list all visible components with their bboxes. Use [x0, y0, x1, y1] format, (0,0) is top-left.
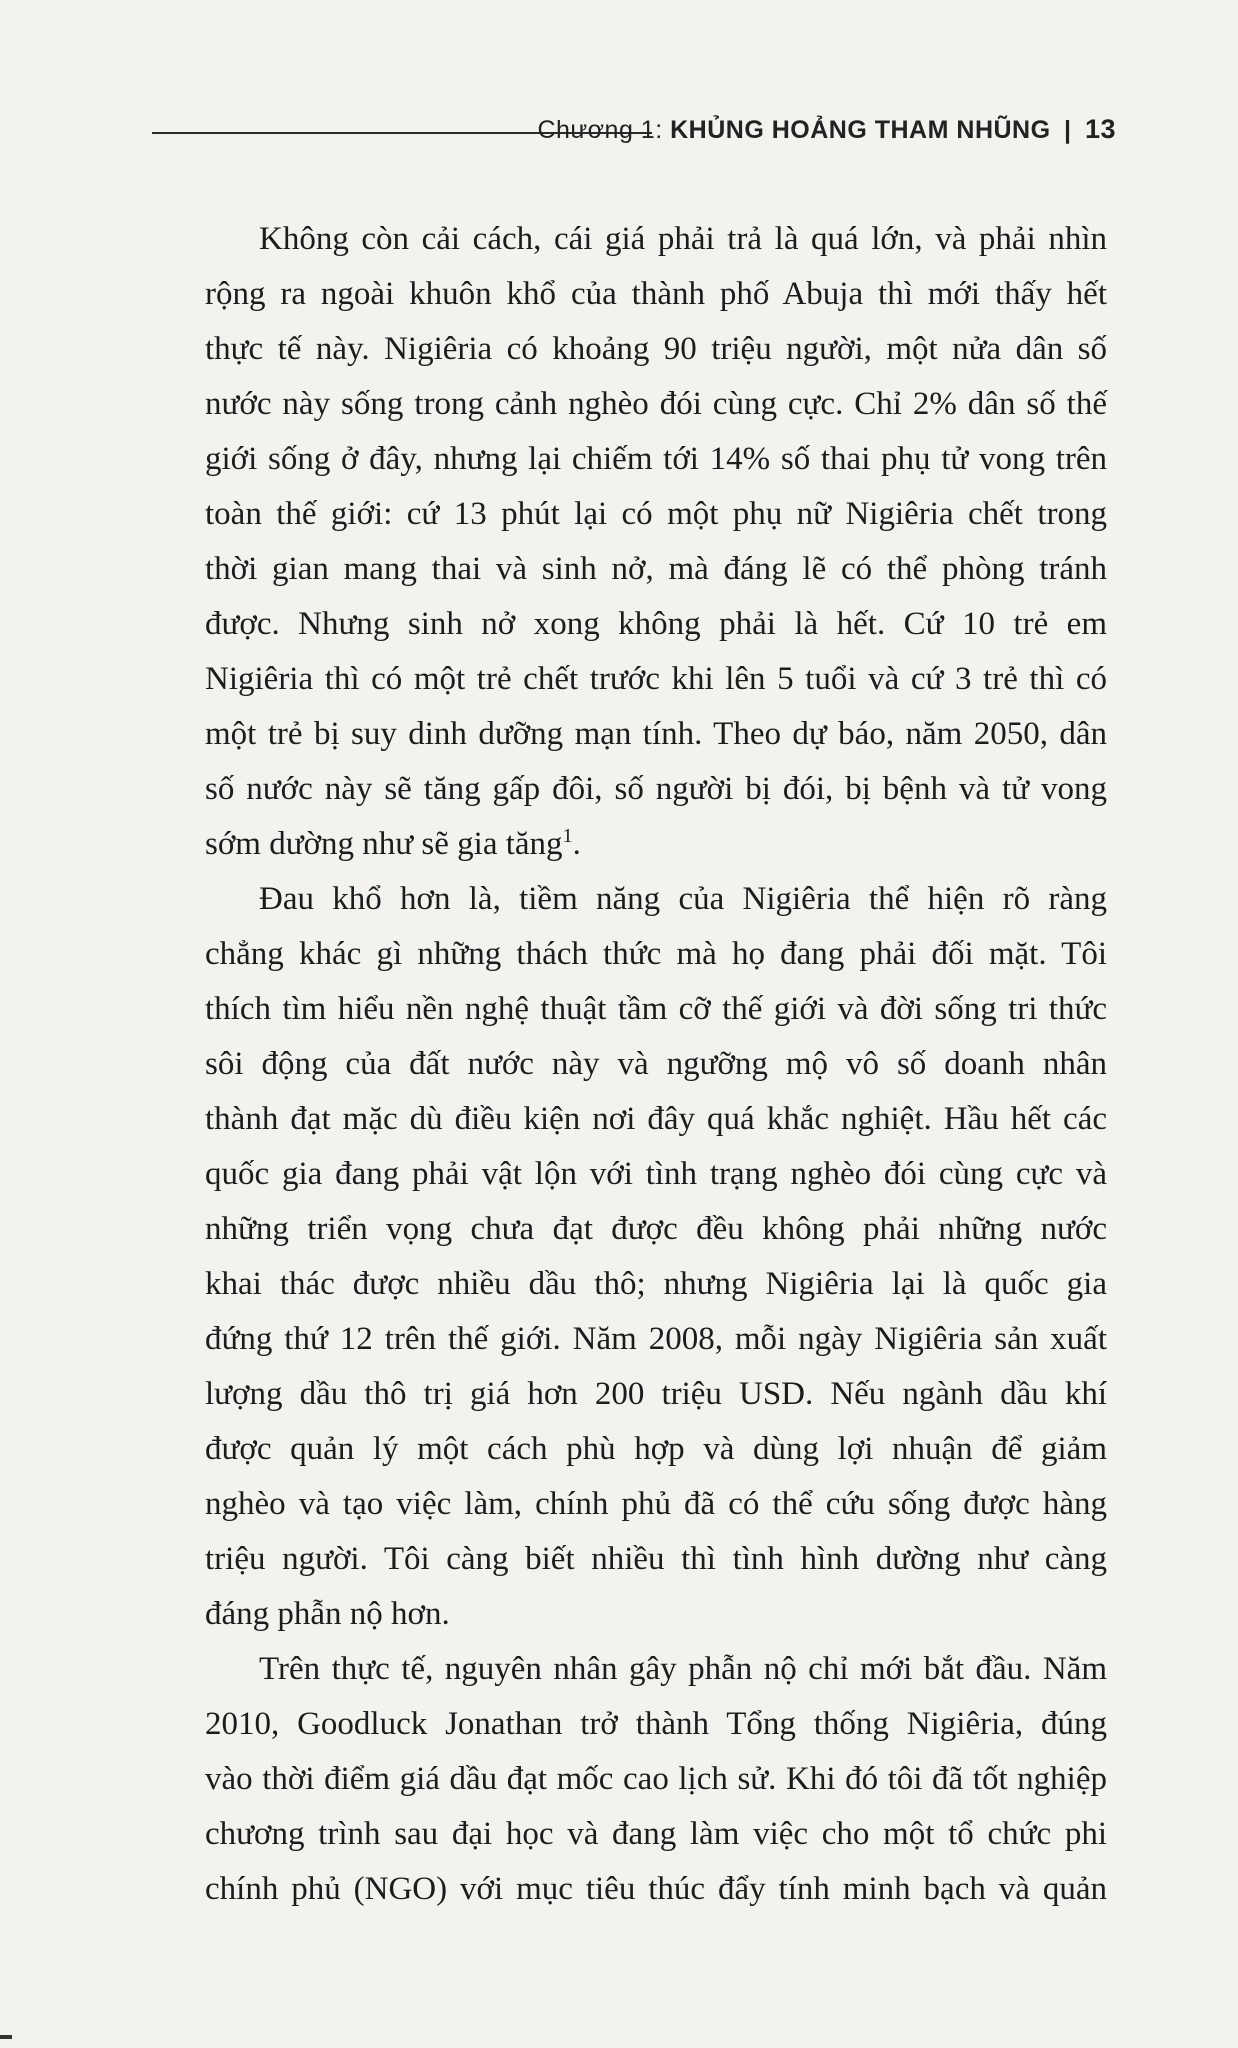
- text-line: số nước này sẽ tăng gấp đôi, số người bị đói, bị bệnh và tử vong: [205, 771, 1107, 807]
- text-line: được. Nhưng sinh nở xong không phải là hết. Cứ 10 trẻ em: [205, 606, 1107, 642]
- text-line: được quản lý một cách phù hợp và dùng lợi nhuận để giảm: [205, 1431, 1107, 1467]
- text-line: thời gian mang thai và sinh nở, mà đáng lẽ có thể phòng tránh: [205, 551, 1107, 587]
- text-line: 2010, Goodluck Jonathan trở thành Tổng thống Nigiêria, đúng: [205, 1706, 1107, 1742]
- text-line: lượng dầu thô trị giá hơn 200 triệu USD. Nếu ngành dầu khí: [205, 1376, 1107, 1412]
- page-edge-mark: [0, 2035, 12, 2039]
- text-line: nghèo và tạo việc làm, chính phủ đã có thể cứu sống được hàng: [205, 1486, 1107, 1522]
- text-line: vào thời điểm giá dầu đạt mốc cao lịch sử. Khi đó tôi đã tốt nghiệp: [205, 1761, 1107, 1797]
- text-line: toàn thế giới: cứ 13 phút lại có một phụ nữ Nigiêria chết trong: [205, 496, 1107, 532]
- header-text: [537, 114, 1116, 145]
- text-line: nước này sống trong cảnh nghèo đói cùng cực. Chỉ 2% dân số thế: [205, 386, 1107, 422]
- text-line: Đau khổ hơn là, tiềm năng của Nigiêria thể hiện rõ ràng: [259, 881, 1107, 917]
- text-line: những triển vọng chưa đạt được đều không phải những nước: [205, 1211, 1107, 1247]
- text-line: Không còn cải cách, cái giá phải trả là quá lớn, và phải nhìn: [259, 221, 1107, 257]
- text-line: chương trình sau đại học và đang làm việc cho một tổ chức phi: [205, 1816, 1107, 1852]
- text-line: thích tìm hiểu nền nghệ thuật tầm cỡ thế giới và đời sống tri thức: [205, 991, 1107, 1027]
- text-line: thành đạt mặc dù điều kiện nơi đây quá khắc nghiệt. Hầu hết các: [205, 1101, 1107, 1137]
- text-line: khai thác được nhiều dầu thô; nhưng Nigiêria lại là quốc gia: [205, 1266, 1107, 1302]
- page-number: 13: [1084, 114, 1116, 144]
- header-separator: |: [1064, 116, 1072, 144]
- text-line: Trên thực tế, nguyên nhân gây phẫn nộ chỉ mới bắt đầu. Năm: [259, 1651, 1107, 1687]
- text-line: quốc gia đang phải vật lộn với tình trạng nghèo đói cùng cực và: [205, 1156, 1107, 1192]
- text-line: triệu người. Tôi càng biết nhiều thì tình hình dường như càng: [205, 1541, 1107, 1577]
- paragraph: [205, 212, 1107, 872]
- body-text: [205, 212, 1107, 1917]
- chapter-title: KHỦNG HOẢNG THAM NHŨNG: [670, 116, 1051, 144]
- text-line: thực tế này. Nigiêria có khoảng 90 triệu người, một nửa dân số: [205, 331, 1107, 367]
- running-header: [152, 108, 1116, 148]
- text-line-last: đáng phẫn nộ hơn.: [205, 1596, 450, 1632]
- sentence-ending: .: [572, 826, 581, 862]
- text-fragment: sớm dường như sẽ gia tăng: [205, 826, 563, 862]
- text-line: đứng thứ 12 trên thế giới. Năm 2008, mỗi ngày Nigiêria sản xuất: [205, 1321, 1107, 1357]
- text-line: Nigiêria thì có một trẻ chết trước khi lên 5 tuổi và cứ 3 trẻ thì có: [205, 661, 1107, 697]
- text-line: chẳng khác gì những thách thức mà họ đang phải đối mặt. Tôi: [205, 936, 1107, 972]
- text-line: chính phủ (NGO) với mục tiêu thúc đẩy tính minh bạch và quản: [205, 1871, 1107, 1907]
- paragraph: [205, 872, 1107, 1642]
- text-line: giới sống ở đây, nhưng lại chiếm tới 14% số thai phụ tử vong trên: [205, 441, 1107, 477]
- text-line-last: [205, 817, 1107, 872]
- paragraph: [205, 1642, 1107, 1917]
- text-line: sôi động của đất nước này và ngưỡng mộ vô số doanh nhân: [205, 1046, 1107, 1082]
- text-line: một trẻ bị suy dinh dưỡng mạn tính. Theo dự báo, năm 2050, dân: [205, 716, 1107, 752]
- chapter-prefix: Chương 1:: [537, 116, 663, 144]
- footnote-reference: 1: [562, 825, 573, 847]
- text-line: rộng ra ngoài khuôn khổ của thành phố Abuja thì mới thấy hết: [205, 276, 1107, 312]
